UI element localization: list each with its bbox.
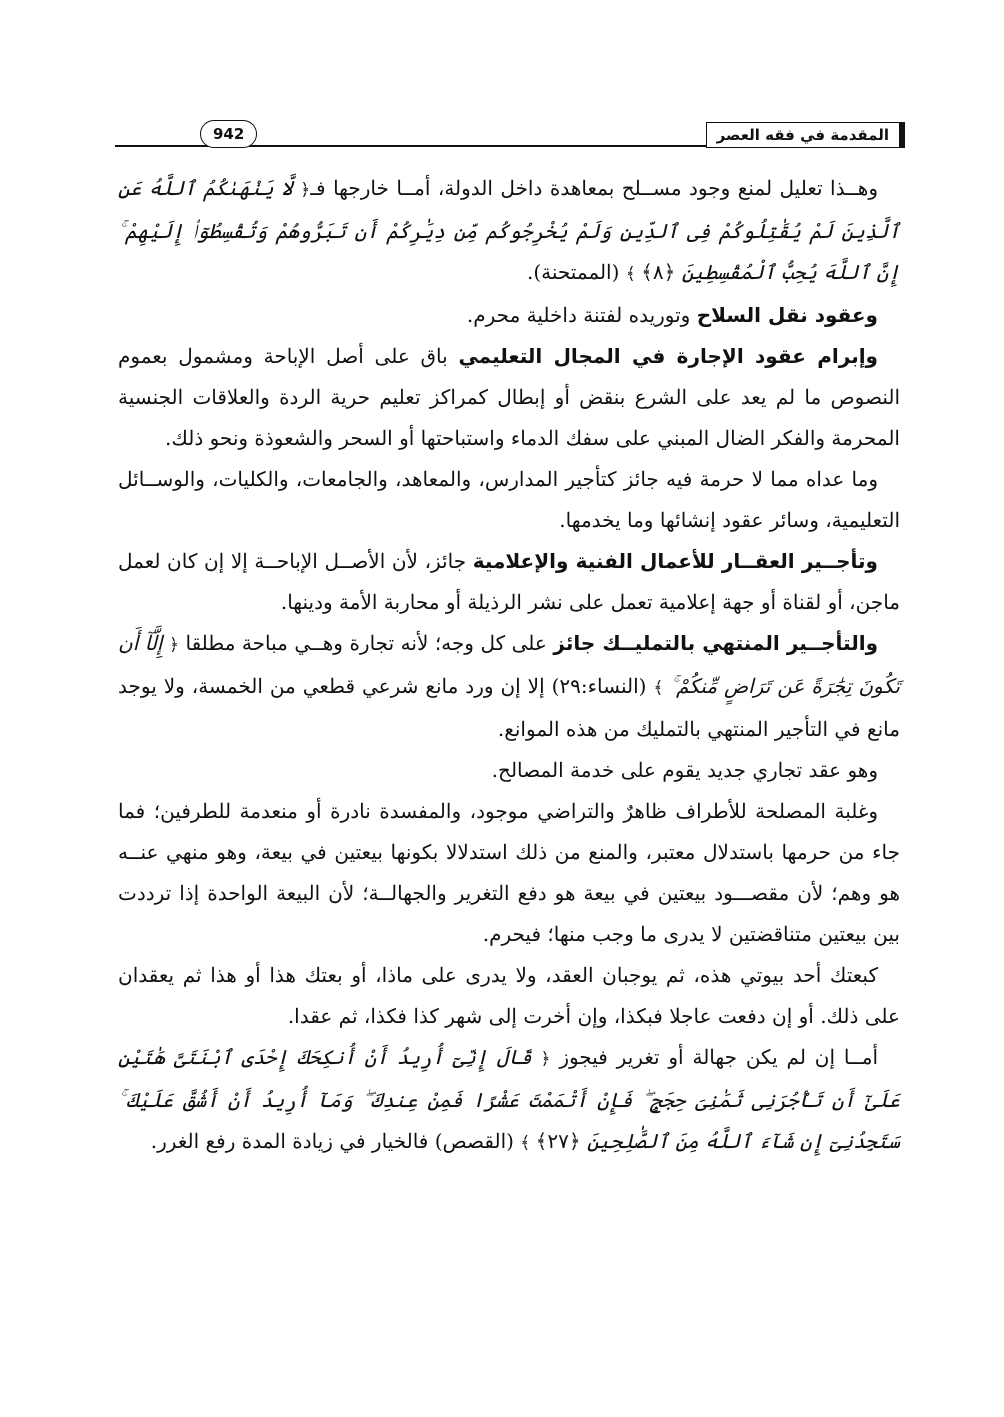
verse-close-bracket: ﴾ (653, 678, 664, 698)
paragraph-text: جائز، لأن الأصــل الإباحــة إلا إن كان لعمل ماجن، أو لقناة أو جهة إعلامية تعمل على نشر الرذيلة أو محاربة الأمة ودينها. (118, 549, 900, 614)
verse-open-bracket: ﴿ (169, 635, 179, 655)
quran-verse: لَّا يَنْهَىٰكُمُ ٱللَّهُ عَنِ ٱلَّذِينَ لَمْ يُقَٰتِلُوكُمْ فِى ٱلدِّينِ وَلَمْ يُخْرِجُوكُم مِّن دِيَٰرِكُمْ أَن تَبَرُّوهُمْ وَتُقْسِطُوٓا۟ إِلَيْهِمْ ۚ إِنَّ ٱللَّهَ يُحِبُّ ٱلْمُقْسِطِينَ (118, 176, 900, 284)
paragraph-text: على كل وجه؛ لأنه تجارة وهــي مباحة مطلقا (178, 631, 554, 655)
verse-open-bracket: ﴿ (540, 1049, 551, 1069)
paragraph-4 (118, 459, 900, 541)
paragraph-7 (118, 750, 900, 791)
paragraph-3 (118, 336, 900, 459)
surah-reference: (الممتحنة). (526, 260, 626, 284)
page-number: 942 (200, 120, 257, 148)
bold-heading: والتأجــير المنتهي بالتمليــك جائز (553, 631, 878, 655)
running-header (115, 118, 905, 150)
book-title: المقدمة في فقه العصر (706, 122, 905, 148)
paragraph-2 (118, 295, 900, 336)
verse-close-bracket: ﴾ (625, 264, 642, 284)
bold-heading: وعقود نقل السلاح (696, 303, 878, 327)
bold-heading: وتأجــير العقــار للأعمال الفنية والإعلامية (472, 549, 878, 573)
paragraph-text: وتوريده لفتنة داخلية محرم. (466, 303, 697, 327)
bold-heading: وإبرام عقود الإجارة في المجال التعليمي (458, 344, 878, 368)
page-body (118, 168, 900, 1164)
paragraph-6 (118, 623, 900, 750)
paragraph-1 (118, 168, 900, 295)
quran-verse: قَالَ إِنِّىٓ أُرِيدُ أَنْ أُنكِحَكَ إِحْدَى ٱبْنَتَىَّ هَٰتَيْنِ عَلَىٰٓ أَن تَأْجُرَنِى ثَمَٰنِىَ حِجَجٍ ۖ فَإِنْ أَتْمَمْتَ عَشْرًا فَمِنْ عِندِكَ ۖ وَمَآ أُرِيدُ أَنْ أَشُقَّ عَلَيْكَ ۚ سَتَجِدُنِىٓ إِن شَآءَ ٱللَّهُ مِنَ ٱلصَّٰلِحِينَ (118, 1045, 900, 1153)
verse-open-bracket: ﴿ (300, 180, 311, 200)
paragraph-5 (118, 541, 900, 623)
paragraph-text: (القصص) فالخيار في زيادة المدة رفع الغرر. (150, 1129, 521, 1153)
paragraph-text: أمــا إن لم يكن جهالة أو تغرير فيجوز (550, 1045, 878, 1069)
ayah-number: ﴿٢٧﴾ (535, 1129, 581, 1153)
paragraph-text: وغلبة المصلحة للأطراف ظاهرٌ والتراضي موجود، والمفسدة نادرة أو منعدمة للطرفين؛ فما جاء من حرمها باستدلال معتبر، والمنع من ذلك استدلالا بكونها بيعتين في بيعة، وهو منهي عنــه هو وهم؛ لأن مقصـــود بيعتين في بيعة هو دفع التغرير والجهالــة؛ لأن البيعة الواحدة إذا ترددت بين بيعتين متناقضتين لا يدرى ما وجب منها؛ فيحرم. (118, 799, 901, 946)
verse-close-bracket: ﴾ (520, 1133, 536, 1153)
paragraph-10 (118, 1037, 900, 1164)
paragraph-text: وهو عقد تجاري جديد يقوم على خدمة المصالح. (491, 758, 878, 782)
paragraph-text: وما عداه مما لا حرمة فيه جائز كتأجير المدارس، والمعاهد، والجامعات، والكليات، والوســائل التعليمية، وسائر عقود إنشائها وما يخدمها. (118, 467, 900, 532)
paragraph-text: (النساء:٢٩) إلا إن ورد مانع شرعي قطعي من الخمسة، ولا يوجد مانع في التأجير المنتهي بالتمليك من هذه الموانع. (118, 674, 900, 741)
paragraph-text: باق على أصل الإباحة ومشمول بعموم النصوص ما لم يعد على الشرع بنقض أو إبطال كمراكز تعليم حرية الردة والعلاقات الجنسية المحرمة والفكر الضال المبني على سفك الدماء واستباحتها أو السحر والشعوذة ونحو ذلك. (118, 344, 901, 450)
paragraph-text: وهــذا تعليل لمنع وجود مســلح بمعاهدة داخل الدولة، أمــا خارجها فـ (310, 176, 878, 200)
ayah-number: ﴿٨﴾ (641, 260, 676, 284)
paragraph-8 (118, 791, 900, 955)
paragraph-text: كبعتك أحد بيوتي هذه، ثم يوجبان العقد، ولا يدرى على ماذا، أو بعتك هذا أو هذا ثم يعقدان على ذلك. أو إن دفعت عاجلا فبكذا، وإن أخرت إلى شهر كذا فكذا، ثم عقدا. (118, 963, 900, 1028)
paragraph-9 (118, 955, 900, 1037)
quran-verse: إِلَّآ أَن تَكُونَ تِجَٰرَةً عَن تَرَاضٍ مِّنكُمْ ۚ (118, 631, 900, 698)
